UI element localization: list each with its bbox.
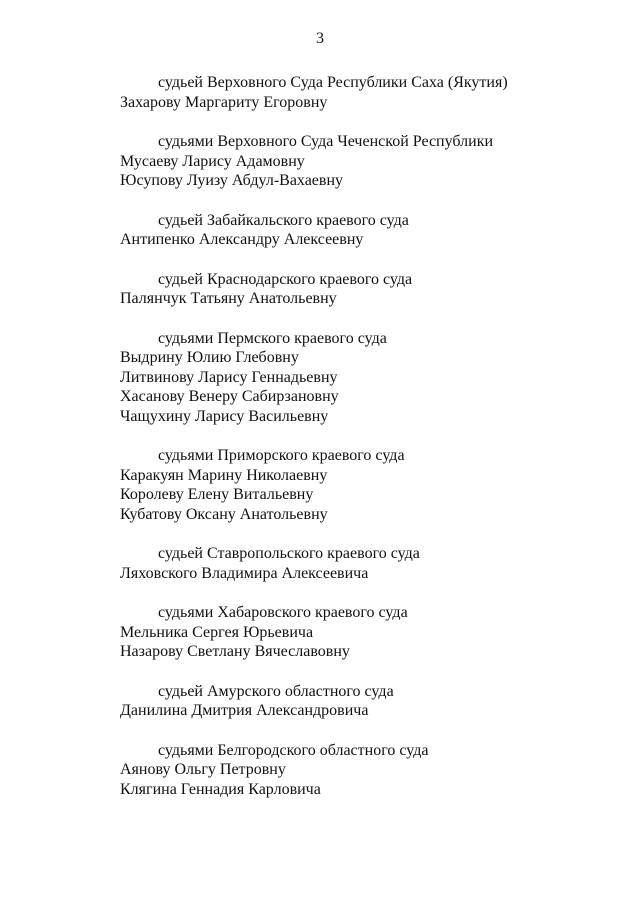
judge-name: Кубатову Оксану Анатольевну (120, 505, 328, 523)
appointment-group (120, 211, 560, 250)
appointments-list (120, 73, 560, 819)
judge-name: Королеву Елену Витальевну (120, 486, 314, 503)
judge-name: Литвинову Ларису Геннадьевну (120, 368, 338, 386)
court-heading: судьями Верховного Суда Чеченской Республики (158, 133, 494, 150)
appointment-group (120, 132, 560, 191)
court-heading: судьей Забайкальского краевого суда (158, 211, 409, 229)
appointment-group (120, 741, 560, 800)
judge-name: Данилина Дмитрия Александровича (120, 702, 369, 719)
court-heading: судьями Приморского краевого суда (158, 447, 405, 464)
judge-name: Выдрину Юлию Глебовну (120, 349, 299, 366)
judge-name: Хасанову Венеру Сабирзановну (120, 388, 339, 405)
appointment-group (120, 446, 560, 524)
judge-name: Мусаеву Ларису Адамовну (120, 152, 305, 170)
appointment-group (120, 682, 560, 721)
court-heading: судьями Пермского краевого суда (158, 329, 387, 347)
judge-name: Клягина Геннадия Карловича (120, 780, 321, 798)
judge-name: Аянову Ольгу Петровну (120, 761, 286, 778)
judge-name: Палянчук Татьяну Анатольевну (120, 290, 337, 307)
judge-name: Мельника Сергея Юрьевича (120, 623, 314, 641)
judge-name: Назарову Светлану Вячеславовну (120, 643, 350, 660)
appointment-group (120, 270, 560, 309)
judge-name: Чащухину Ларису Васильевну (120, 407, 329, 425)
page-number: 3 (316, 30, 324, 47)
appointment-group (120, 603, 560, 662)
court-heading: судьей Ставропольского краевого суда (158, 545, 420, 562)
appointment-group (120, 73, 560, 112)
judge-name: Антипенко Александру Алексеевну (120, 231, 364, 248)
judge-name: Юсупову Луизу Абдул-Вахаевну (120, 172, 344, 189)
court-heading: судьей Краснодарского краевого суда (158, 270, 413, 288)
judge-name: Каракуян Марину Николаевну (120, 466, 328, 484)
court-heading: судьей Амурского областного суда (158, 682, 394, 700)
appointment-group (120, 544, 560, 583)
judge-name: Захарову Маргариту Егоровну (120, 93, 328, 111)
court-heading: судьями Хабаровского краевого суда (158, 604, 408, 621)
court-heading: судьями Белгородского областного суда (158, 741, 429, 759)
judge-name: Ляховского Владимира Алексеевича (120, 564, 369, 582)
appointment-group (120, 329, 560, 427)
court-heading: судьей Верховного Суда Республики Саха (Якутия) (158, 74, 508, 91)
